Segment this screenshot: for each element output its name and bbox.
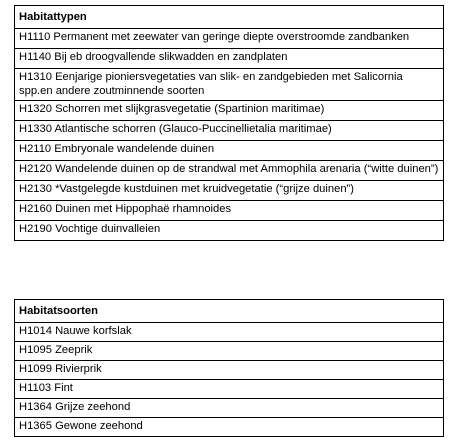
habitatsoorten-table — [14, 299, 444, 437]
table-cell: H1014 Nauwe korfslak — [15, 323, 444, 342]
table-cell: H1320 Schorren met slijkgrasvegetatie (Spartinion maritimae) — [15, 101, 444, 121]
table-row — [15, 323, 444, 342]
table-header-row — [15, 6, 444, 29]
table-cell: H1310 Eenjarige pioniersvegetaties van slik- en zandgebieden met Salicornia spp.en andere zoutminnende soorten — [15, 69, 444, 101]
table-cell: H1365 Gewone zeehond — [15, 418, 444, 437]
table-row — [15, 221, 444, 241]
table-cell: H2120 Wandelende duinen op de strandwal met Ammophila arenaria (“witte duinen”) — [15, 161, 444, 181]
table-row — [15, 361, 444, 380]
table-cell: H2110 Embryonale wandelende duinen — [15, 141, 444, 161]
table-header-row — [15, 300, 444, 323]
table-cell: H1364 Grijze zeehond — [15, 399, 444, 418]
table-row — [15, 101, 444, 121]
table-cell: H1330 Atlantische schorren (Glauco-Puccinellietalia maritimae) — [15, 121, 444, 141]
table-row — [15, 49, 444, 69]
habitatsoorten-header: Habitatsoorten — [15, 300, 444, 323]
table-row — [15, 141, 444, 161]
table-row — [15, 418, 444, 437]
table-row — [15, 181, 444, 201]
table-row — [15, 201, 444, 221]
table-row — [15, 399, 444, 418]
table-cell: H1103 Fint — [15, 380, 444, 399]
habitattypen-header: Habitattypen — [15, 6, 444, 29]
table-row — [15, 69, 444, 101]
table-row — [15, 380, 444, 399]
table-row — [15, 161, 444, 181]
table-cell: H1110 Permanent met zeewater van geringe diepte overstroomde zandbanken — [15, 29, 444, 49]
table-cell: H1095 Zeeprik — [15, 342, 444, 361]
table-cell: H1099 Rivierprik — [15, 361, 444, 380]
table-cell: H1140 Bij eb droogvallende slikwadden en zandplaten — [15, 49, 444, 69]
table-row — [15, 29, 444, 49]
table-row — [15, 342, 444, 361]
habitattypen-table — [14, 5, 444, 241]
table-cell: H2130 *Vastgelegde kustduinen met kruidvegetatie (“grijze duinen”) — [15, 181, 444, 201]
table-cell: H2160 Duinen met Hippophaë rhamnoides — [15, 201, 444, 221]
table-cell: H2190 Vochtige duinvalleien — [15, 221, 444, 241]
table-row — [15, 121, 444, 141]
